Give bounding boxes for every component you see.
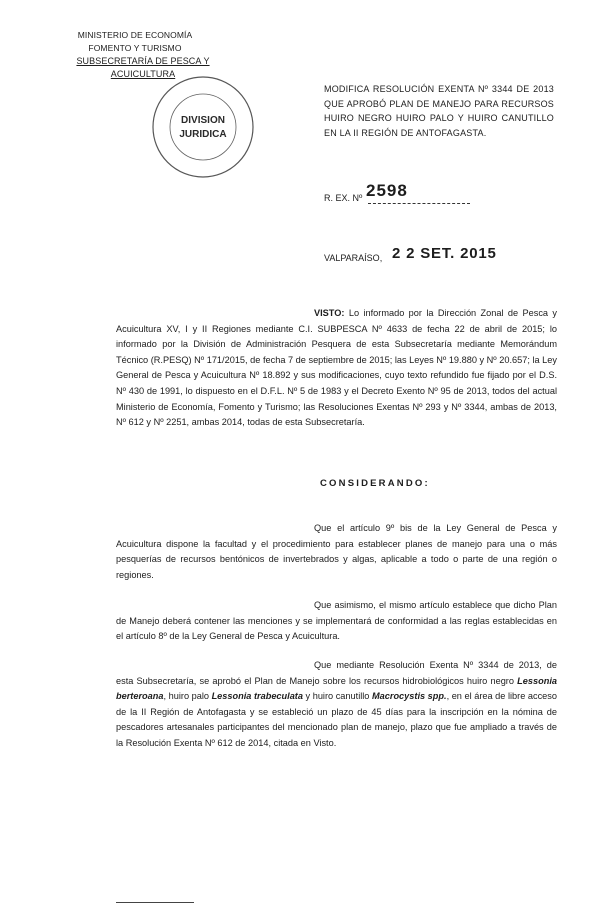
considerando-text-3a: Que mediante Resolución Exenta Nº 3344 de 2013, de esta Subsecretaría, se aprobó el Plan de Manejo sobre los recursos hidrobiológicos huiro negro: [116, 660, 557, 686]
ministry-name: [70, 29, 200, 55]
ministry-line-1: MINISTERIO DE ECONOMÍA: [77, 30, 193, 40]
subsecretariat-name: SUBSECRETARÍA DE PESCA Y ACUICULTURA: [76, 56, 210, 79]
resolution-number-line: [368, 203, 470, 204]
date-stamp: 2 2 SET. 2015: [392, 245, 497, 262]
visto-text: Lo informado por la Dirección Zonal de Pesca y Acuicultura XV, I y II Regiones mediante C.I. SUBPESCA Nº 4633 de fecha 22 de abril de 2015; lo informado por la División de Administración Pesquera de esta Subsecretaría mediante Memorándum Técnico (R.PESQ) Nº 171/2015, de fecha 7 de septiembre de 2015; las Leyes Nº 19.880 y Nº 20.657; la Ley General de Pesca y Acuicultura Nº 18.892 y sus modificaciones, cuyo texto refundido fue fijado por el D.S. Nº 430 de 1991, lo dispuesto en el D.F.L. Nº 5 de 1983 y el Decreto Exento Nº 95 de 2013, todos del actual Ministerio de Economía, Fomento y Turismo; las Resoluciones Exentas Nº 293 y Nº 3344, ambas de 2013, Nº 612 y Nº 2251, ambas 2014, todas de esta Subsecretaría.: [116, 308, 557, 428]
species-macrocystis: Macrocystis spp.: [372, 691, 447, 702]
visto-paragraph: [116, 306, 557, 431]
visto-label: VISTO:: [314, 308, 345, 318]
considerando-text-3d: , en el área de libre acceso de la II Región de Antofagasta y se estableció un plazo de 45 días para la inscripción en la nómina de pescadores artesanales participantes del mencionado plan de manejo, plazo que fue ampliado a través de la Resolución Exenta Nº 612 de 2014, citada en Visto.: [116, 691, 557, 748]
place: VALPARAÍSO,: [324, 253, 383, 263]
species-lessonia-berteroana: Lessonia berteroana: [116, 675, 557, 702]
resolution-label: R. EX. Nº: [324, 193, 363, 203]
considerando-text-3b: , huiro palo: [163, 691, 212, 702]
division-juridica-stamp: [148, 72, 258, 182]
ministry-line-2: FOMENTO Y TURISMO: [88, 43, 182, 53]
species-lessonia-trabeculata: Lessonia trabeculata: [211, 691, 303, 702]
considerando-paragraph-1: [116, 521, 557, 583]
considerando-text-2: Que asimismo, el mismo artículo establece que dicho Plan de Manejo deberá contener las menciones y se implementará de conformidad a las reglas establecidas en el artículo 8º de la Ley General de Pesca y Acuicultura.: [116, 600, 557, 642]
considerando-paragraph-2: [116, 598, 557, 645]
stamp-title-line-2: JURIDICA: [179, 129, 227, 140]
considerando-text-3c: y huiro canutillo: [302, 691, 372, 702]
considerando-heading: CONSIDERANDO:: [320, 478, 430, 489]
footnote-rule: [116, 902, 194, 903]
considerando-text-1: Que el artículo 9º bis de la Ley General de Pesca y Acuicultura dispone la facultad y el procedimiento para establecer planes de manejo para una o más pesquerías de recursos bentónicos de invertebrados y algas, aplicable a todo o parte de una región o regiones.: [116, 523, 557, 580]
considerando-paragraph-3: [116, 658, 557, 752]
stamp-title-line-1: DIVISION: [181, 115, 225, 126]
resolution-subject: MODIFICA RESOLUCIÓN EXENTA Nº 3344 DE 2013 QUE APROBÓ PLAN DE MANEJO PARA RECURSOS HUIRO NEGRO HUIRO PALO Y HUIRO CANUTILLO EN LA II REGIÓN DE ANTOFAGASTA.: [324, 84, 554, 138]
resolution-number: 2598: [366, 181, 408, 200]
